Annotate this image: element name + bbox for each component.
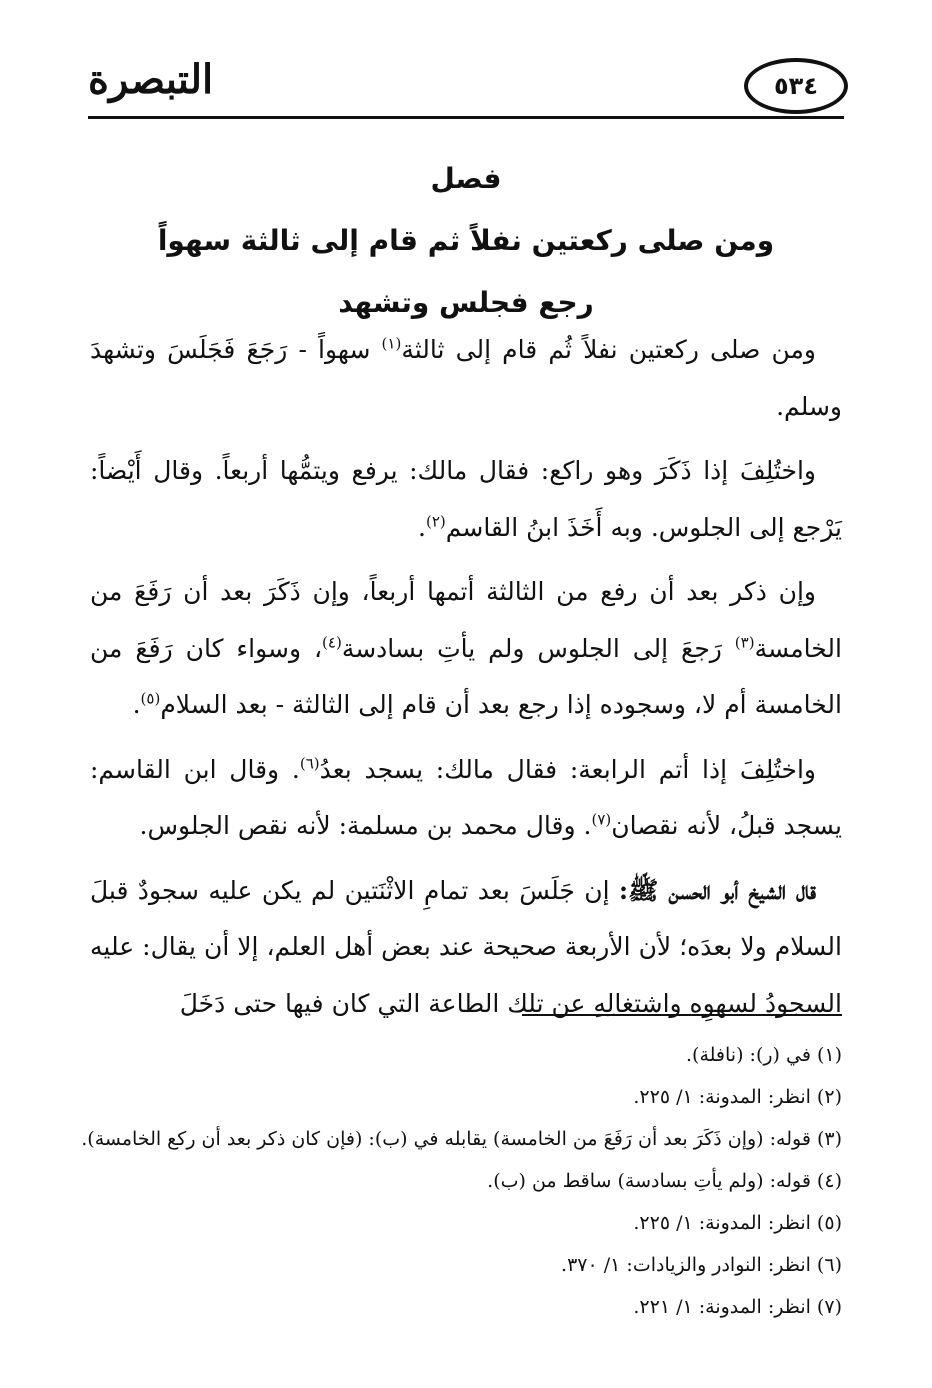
paragraph-text: . وقال ابن القاسم: يسجد قبلُ، لأنه نقصان xyxy=(90,754,842,840)
footnote-5: (٥) انظر: المدونة: ١/ ٢٢٥. xyxy=(633,1212,842,1234)
paragraph-text: وإن ذكر بعد أن رفع من الثالثة أتمها أربعاً، وإن ذَكَرَ بعد أن رَفَعَ من الخامسة xyxy=(90,577,842,663)
paragraph-lead: قال الشيخ أبو الحسن ﷺ: xyxy=(618,875,816,905)
footnote-reference: (١) xyxy=(381,334,402,353)
footnote-1: (١) في (ر): (نافلة). xyxy=(686,1044,842,1066)
paragraph-text: . xyxy=(132,690,141,719)
footnotes xyxy=(81,1034,842,1328)
paragraph-text: . وقال محمد بن مسلمة: لأنه نقص الجلوس. xyxy=(139,811,592,840)
page-number: ٥٣٤ xyxy=(774,72,818,100)
footnote-reference: (٤) xyxy=(322,633,342,652)
page-number-oval xyxy=(744,58,848,114)
footnote-separator xyxy=(522,1014,842,1016)
paragraph xyxy=(90,742,842,855)
section-headings xyxy=(90,148,842,334)
footnote-3: (٣) قوله: (وإن ذَكَرَ بعد أن رَفَعَ من الخامسة) يقابله في (ب): (فإن كان ذكر بعد أن ركع الخامسة). xyxy=(81,1128,842,1150)
header-rule xyxy=(88,116,844,119)
page-header xyxy=(88,50,844,124)
paragraph-text: ، وسواء كان رَفَعَ من الخامسة أم لا، وسجوده إذا رجع بعد أن قام إلى الثالثة - بعد السلام xyxy=(90,633,842,719)
book-title-logo: التبصرة xyxy=(88,56,214,103)
paragraph-text: واختُلِفَ إذا ذَكَرَ وهو راكع: فقال مالك: يرفع ويتمُّها أربعاً. وقال أَيْضاً: يَرْجع إلى الجلوس. وبه أَخَذَ ابنُ القاسم xyxy=(90,456,842,542)
paragraph-text: . xyxy=(418,512,426,542)
footnote-2: (٢) انظر: المدونة: ١/ ٢٢٥. xyxy=(633,1086,842,1108)
section-title-line-1: ومن صلى ركعتين نفلاً ثم قام إلى ثالثة سهواً xyxy=(157,224,775,257)
footnote-7: (٧) انظر: المدونة: ١/ ٢٢١. xyxy=(633,1296,842,1318)
paragraph xyxy=(90,863,842,1033)
paragraph xyxy=(90,564,842,734)
footnote-reference: (٧) xyxy=(591,810,612,829)
footnote-reference: (٢) xyxy=(425,512,446,531)
paragraph xyxy=(90,443,842,556)
body-text xyxy=(90,322,842,1040)
footnote-reference: (٥) xyxy=(140,689,161,708)
section-label: فصل xyxy=(430,162,502,195)
footnote-reference: (٣) xyxy=(734,633,755,652)
section-title-line-2: رجع فجلس وتشهد xyxy=(338,286,594,319)
footnote-4: (٤) قوله: (ولم يأتِ بسادسة) ساقط من (ب). xyxy=(487,1170,842,1192)
paragraph xyxy=(90,322,842,435)
footnote-6: (٦) انظر: النوادر والزيادات: ١/ ٣٧٠. xyxy=(561,1254,842,1276)
paragraph-text: واختُلِفَ إذا أتم الرابعة: فقال مالك: يسجد بعدُ xyxy=(319,754,817,784)
paragraph-text: رَجعَ إلى الجلوس ولم يأتِ بسادسة xyxy=(341,633,735,663)
paragraph-text: سهواً - رَجَعَ فَجَلَسَ وتشهدَ وسلم. xyxy=(90,335,842,421)
footnote-reference: (٦) xyxy=(299,754,320,773)
paragraph-text: ومن صلى ركعتين نفلاً ثُم قام إلى ثالثة xyxy=(401,335,817,364)
paragraph-text: إن جَلَسَ بعد تمامِ الاثْنَتين لم يكن عليه سجودٌ قبلَ السلام ولا بعدَه؛ لأن الأربعة صحيحة عند بعض أهل العلم، إلا أن يقال: عليه السجودُ لسهوِه واشتغالِهِ عن تلك الطاعة التي كان فيها حتى دَخَلَ xyxy=(90,875,842,1018)
